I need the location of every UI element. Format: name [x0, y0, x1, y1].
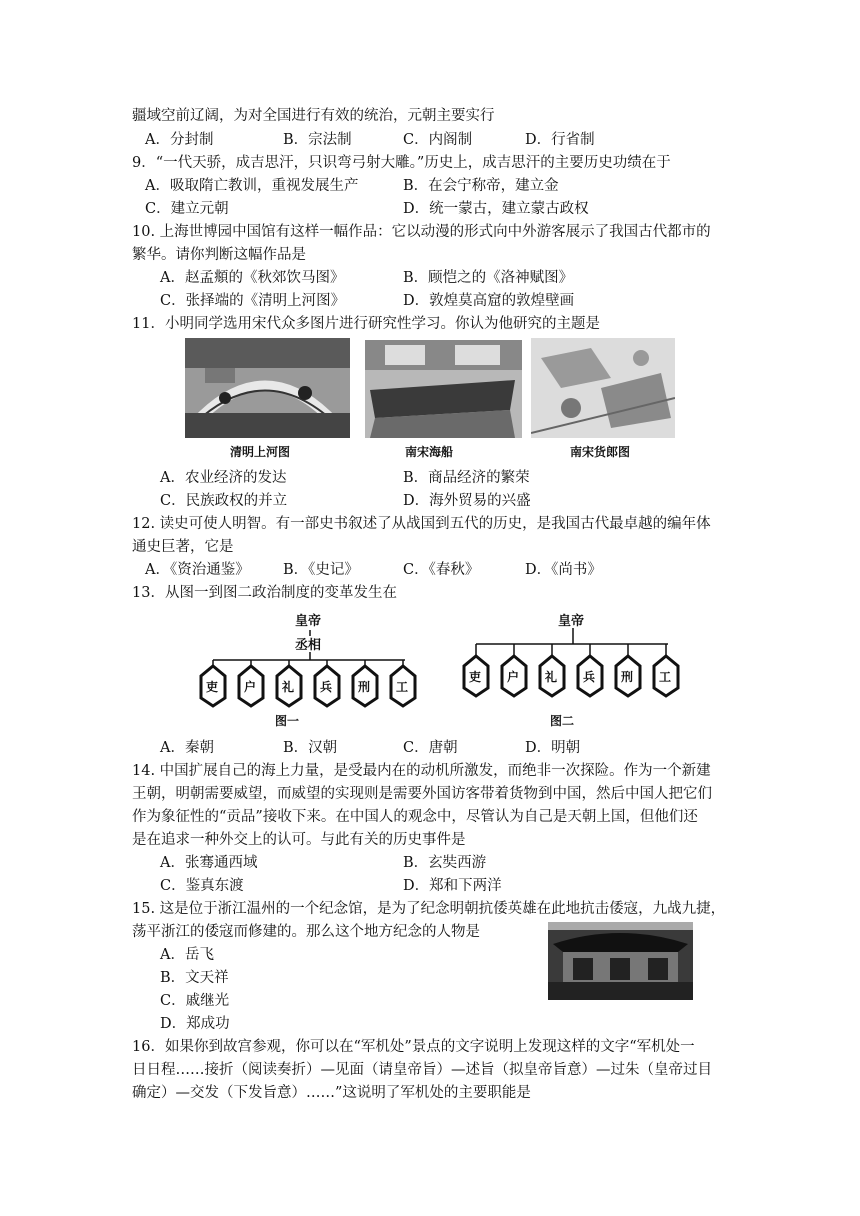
qingming-painting-image — [185, 338, 350, 438]
q12-option-b: B．《史记》 — [283, 562, 359, 578]
q13-option-c: C．唐朝 — [403, 740, 458, 756]
q15-stem-line1: 15. 这是位于浙江温州的一个纪念馆，是为了纪念明朝抗倭英雄在此地抗击倭寇，九战九捷， — [132, 901, 726, 917]
d2-emperor-label: 皇帝 — [558, 614, 585, 629]
q8-option-a: A．分封制 — [145, 132, 214, 148]
q9-option-a: A．吸取隋亡教训，重视发展生产 — [145, 178, 359, 194]
q12-stem-line1: 12. 读史可使人明智。有一部史书叙述了从战国到五代的历史，是我国古代最卓越的编年体 — [132, 516, 711, 532]
d1-ministry-war: 兵 — [320, 680, 333, 694]
q12-stem-line2: 通史巨著，它是 — [132, 539, 234, 555]
q16-stem-line2: 日日程……接折（阅读奏折）—见面（请皇帝旨）—述旨（拟皇帝旨意）—过朱（皇帝过目 — [132, 1062, 712, 1078]
q14-stem-line3: 作为象征性的“贡品”接收下来。在中国人的观念中，尽管认为自己是天朝上国，但他们还 — [132, 809, 698, 825]
q8-option-c: C．内阁制 — [403, 132, 473, 148]
peddler-painting-image — [531, 338, 675, 438]
q10-option-d: D．敦煌莫高窟的敦煌壁画 — [403, 293, 575, 309]
q16-stem-line3: 确定）—交发（下发旨意）……”这说明了军机处的主要职能是 — [132, 1085, 531, 1101]
q15-option-a: A．岳飞 — [160, 947, 214, 963]
d1-ministry-rites: 礼 — [282, 680, 295, 694]
q15-option-c: C．戚继光 — [160, 993, 230, 1009]
d1-ministry-li: 吏 — [206, 680, 219, 694]
d1-ministry-works: 工 — [396, 680, 409, 694]
q10-stem-line1: 10. 上海世博园中国馆有这样一幅作品：它以动漫的形式向中外游客展示了我国古代都市的 — [132, 224, 711, 240]
q12-option-a: A．《资治通鉴》 — [145, 562, 250, 578]
q13-option-a: A．秦朝 — [160, 740, 214, 756]
d2-ministry-rites: 礼 — [545, 670, 558, 684]
caption-peddler: 南宋货郎图 — [570, 445, 631, 459]
d2-ministry-li: 吏 — [469, 670, 482, 684]
q9-option-d: D．统一蒙古，建立蒙古政权 — [403, 201, 589, 217]
q16-stem-line1: 16．如果你到故宫参观，你可以在“军机处”景点的文字说明上发现这样的文字“军机处一 — [132, 1039, 695, 1055]
q14-option-c: C．鉴真东渡 — [160, 878, 244, 894]
q9-option-c: C．建立元朝 — [145, 201, 229, 217]
q11-option-d: D．海外贸易的兴盛 — [403, 493, 531, 509]
q14-stem-line2: 王朝，明朝需要威望，而威望的实现则是需要外国访客带着货物到中国，然后中国人把它们 — [132, 786, 712, 802]
caption-song-ship: 南宋海船 — [405, 445, 454, 459]
q8-option-d: D．行省制 — [525, 132, 595, 148]
q11-option-a: A．农业经济的发达 — [160, 470, 287, 486]
d2-ministry-justice: 刑 — [621, 670, 634, 684]
q10-stem-line2: 繁华。请你判断这幅作品是 — [132, 247, 306, 263]
q8-option-b: B．宗法制 — [283, 132, 352, 148]
q12-option-c: C．《春秋》 — [403, 562, 480, 578]
d1-chancellor-label: 丞相 — [295, 638, 322, 653]
q11-stem: 11．小明同学选用宋代众多图片进行研究性学习。你认为他研究的主题是 — [132, 316, 600, 332]
q12-option-d: D．《尚书》 — [525, 562, 602, 578]
q14-stem-line1: 14. 中国扩展自己的海上力量，是受最内在的动机所激发，而绝非一次探险。作为一个新建 — [132, 763, 711, 779]
diagram-two — [458, 606, 688, 730]
d2-ministry-hu: 户 — [507, 670, 520, 684]
q9-option-b: B．在会宁称帝，建立金 — [403, 178, 559, 194]
q14-option-d: D．郑和下两洋 — [403, 878, 502, 894]
d2-label: 图二 — [550, 714, 575, 728]
q15-option-b: B．文天祥 — [160, 970, 229, 986]
q14-option-b: B．玄奘西游 — [403, 855, 487, 871]
q13-stem: 13．从图一到图二政治制度的变革发生在 — [132, 585, 397, 601]
d1-label: 图一 — [275, 714, 300, 728]
d2-ministry-war: 兵 — [583, 670, 596, 684]
song-ship-image — [365, 340, 522, 438]
d2-ministry-works: 工 — [659, 670, 672, 684]
d1-ministry-hu: 户 — [244, 680, 257, 694]
q13-option-b: B．汉朝 — [283, 740, 338, 756]
d1-emperor-label: 皇帝 — [295, 614, 322, 629]
caption-qingming: 清明上河图 — [230, 445, 291, 459]
q15-stem-line2: 荡平浙江的倭寇而修建的。那么这个地方纪念的人物是 — [132, 924, 480, 940]
memorial-hall-image — [548, 922, 693, 1000]
q11-option-b: B．商品经济的繁荣 — [403, 470, 530, 486]
q10-option-c: C．张择端的《清明上河图》 — [160, 293, 346, 309]
q13-option-d: D．明朝 — [525, 740, 581, 756]
q15-option-d: D．郑成功 — [160, 1016, 230, 1032]
q8-stem: 疆域空前辽阔，为对全国进行有效的统治，元朝主要实行 — [132, 108, 495, 124]
q10-option-a: A．赵孟頫的《秋郊饮马图》 — [160, 270, 345, 286]
q14-stem-line4: 是在追求一种外交上的认可。与此有关的历史事件是 — [132, 832, 466, 848]
q11-option-c: C．民族政权的并立 — [160, 493, 288, 509]
q14-option-a: A．张骞通西域 — [160, 855, 258, 871]
q9-stem: 9．“一代天骄，成吉思汗，只识弯弓射大雕。”历史上，成吉思汗的主要历史功绩在于 — [132, 155, 671, 171]
diagram-one — [195, 606, 425, 730]
q10-option-b: B．顾恺之的《洛神赋图》 — [403, 270, 574, 286]
d1-ministry-justice: 刑 — [358, 680, 371, 694]
